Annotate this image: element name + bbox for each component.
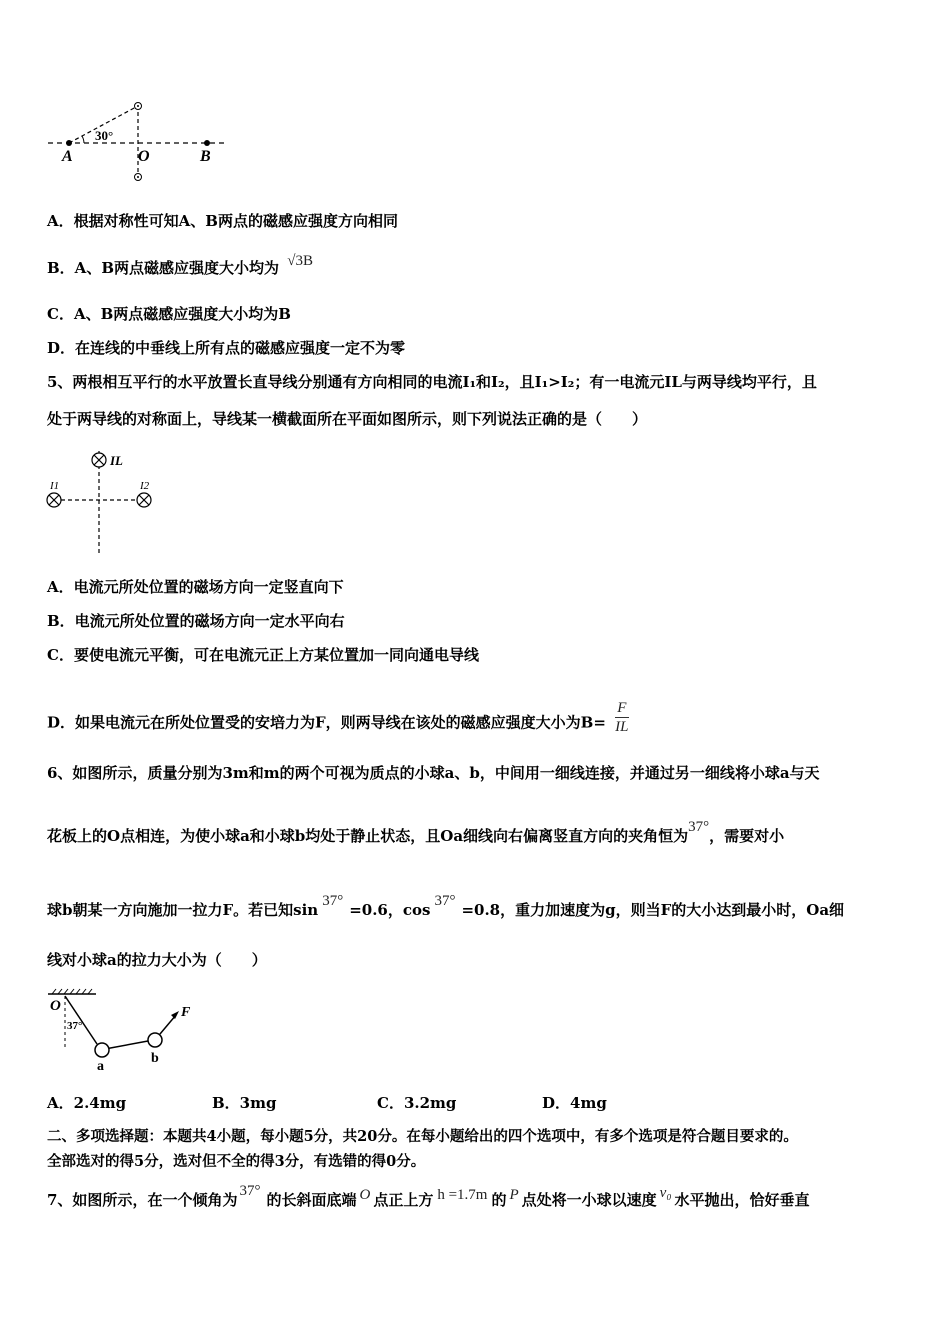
q5-option-d-text: D．如果电流元在所处位置受的安培力为F，则两导线在该处的磁感应强度大小为B= [47, 713, 606, 732]
q6-stem-line3 [47, 893, 845, 921]
q6-stem-line2-a: 花板上的O点相连，为使小球a和小球b均处于静止状态，且Oa细线向右偏离竖直方向的夹角恒为 [47, 827, 689, 845]
q5-option-c: C．要使电流元平衡，可在电流元正上方某位置加一同向通电导线 [47, 646, 479, 664]
q6-stem-line4: 线对小球a的拉力大小为（ ） [47, 951, 267, 969]
q4-option-c: C．A、B两点磁感应强度大小均为B [47, 305, 291, 323]
q6-sin-angle: 37° [322, 893, 344, 909]
q4-option-b-math: √3B [287, 253, 313, 269]
q7-stem-d: 的 [491, 1191, 507, 1209]
angle-label: 30° [95, 128, 114, 143]
q6-angle: 37° [688, 819, 710, 835]
q6-cos-angle: 37° [434, 893, 456, 909]
q6-stem-line2 [47, 819, 785, 847]
wire-i2-label: I2 [140, 480, 150, 492]
q6-option-b: B．3mg [212, 1094, 277, 1112]
q6-stem-line1: 6、如图所示，质量分别为3m和m的两个可视为质点的小球a、b，中间用一细线连接，并通过另一细线将小球a与天 [47, 764, 820, 782]
q6-option-a: A．2.4mg [47, 1094, 127, 1112]
q5-option-d-fraction [615, 699, 628, 736]
point-a-label: A [62, 148, 73, 165]
q4-option-b [47, 253, 313, 279]
q7-stem-line1 [47, 1183, 810, 1211]
q6-stem-line3-c: =0.8，重力加速度为g，则当F的大小达到最小时，Oa细 [461, 901, 845, 919]
q5-stem-line1: 5、两根相互平行的水平放置长直导线分别通有方向相同的电流I₁和I₂，且I₁>I₂；有一电流元IL与两导线均平行，且 [47, 373, 817, 391]
figure-points-a-o-b [40, 95, 240, 190]
q7-stem-a: 7、如图所示，在一个倾角为 [47, 1191, 238, 1209]
q7-height: h =1.7m [437, 1187, 488, 1203]
q7-point-o: O [359, 1187, 371, 1203]
q6-stem-line3-b: =0.6，cos [349, 901, 431, 919]
q7-stem-c: 点正上方 [373, 1191, 434, 1209]
q7-stem-b: 的长斜面底端 [266, 1191, 357, 1209]
fraction-denominator: IL [615, 719, 629, 735]
q6-stem-line3-a: 球b朝某一方向施加一拉力F。若已知sin [47, 901, 319, 919]
q5-option-d [47, 700, 629, 742]
figure-balls [40, 988, 210, 1073]
q5-stem-line2: 处于两导线的对称面上，导线某一横截面所在平面如图所示，则下列说法正确的是（ ） [47, 410, 648, 428]
force-f-label: F [181, 1005, 191, 1020]
ball-a-label: a [97, 1059, 104, 1073]
q4-option-b-text: B．A、B两点磁感应强度大小均为 [47, 259, 279, 277]
q5-option-a: A．电流元所处位置的磁场方向一定竖直向下 [47, 578, 344, 596]
current-element-label: IL [110, 453, 123, 468]
angle-37-label: 37° [67, 1020, 83, 1032]
figure-wires [40, 445, 170, 560]
q7-angle: 37° [239, 1183, 261, 1199]
q7-velocity: v₀ [659, 1185, 672, 1201]
ball-b-label: b [151, 1051, 159, 1066]
fraction-numerator: F [615, 699, 628, 718]
point-o-label: O [50, 998, 61, 1014]
q4-option-a: A．根据对称性可知A、B两点的磁感应强度方向相同 [47, 212, 398, 230]
q5-option-b: B．电流元所处位置的磁场方向一定水平向右 [47, 612, 345, 630]
point-b-label: B [200, 148, 211, 165]
q7-stem-e: 点处将一小球以速度 [521, 1191, 657, 1209]
q6-option-c: C．3.2mg [377, 1094, 457, 1112]
section2-header-line2: 全部选对的得5分，选对但不全的得3分，有选错的得0分。 [47, 1153, 426, 1170]
q6-stem-line2-b: ，需要对小 [709, 827, 785, 845]
q6-option-d: D．4mg [542, 1094, 607, 1112]
q7-stem-f: 水平抛出，恰好垂直 [674, 1191, 810, 1209]
wire-i1-label: I1 [50, 480, 60, 492]
point-o-label: O [138, 148, 150, 165]
q4-option-d: D．在连线的中垂线上所有点的磁感应强度一定不为零 [47, 339, 406, 357]
section2-header-line1: 二、多项选择题：本题共4小题，每小题5分，共20分。在每小题给出的四个选项中，有多个选项是符合题目要求的。 [47, 1128, 798, 1145]
q7-point-p: P [509, 1187, 519, 1203]
